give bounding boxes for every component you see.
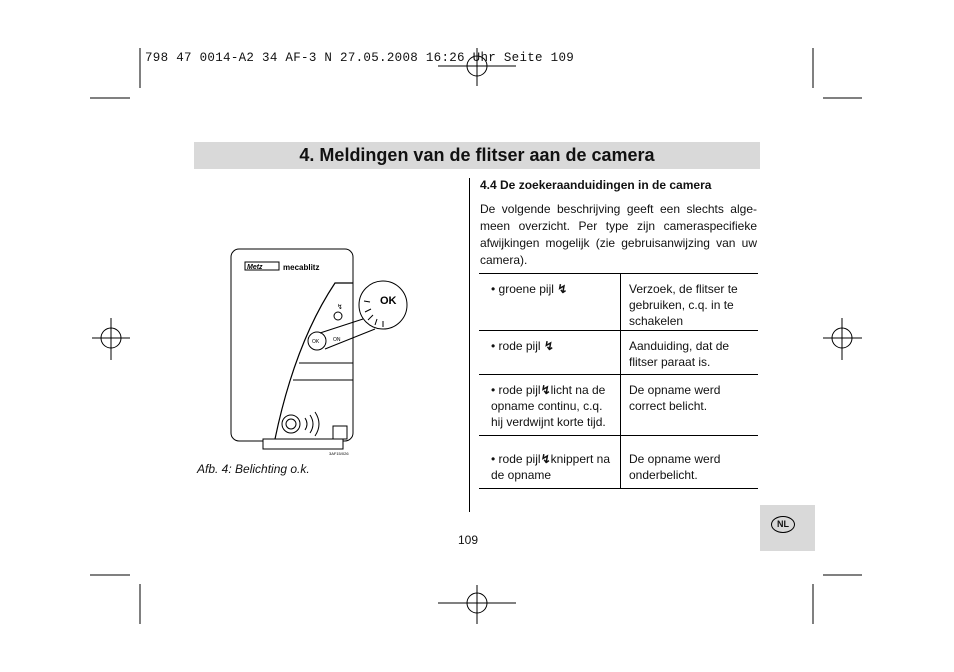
flash-bolt-icon: ↯	[540, 452, 551, 466]
viewfinder-table	[479, 273, 758, 489]
figure-caption: Afb. 4: Belichting o.k.	[197, 462, 310, 476]
page-number: 109	[458, 533, 479, 547]
brand-logo-mecablitz: mecablitz	[283, 263, 320, 272]
flash-unit-illustration	[225, 243, 415, 458]
figure-code: 3AF15/026	[329, 451, 349, 456]
table-row	[479, 330, 758, 374]
table-cell-signal: • rode pijl↯knippert na de opname	[479, 436, 621, 488]
column-divider	[469, 178, 470, 512]
table-cell-meaning: Aanduiding, dat de flitser paraat is.	[629, 339, 730, 369]
table-cell-meaning: Verzoek, de flitser te gebruiken, c.q. in te schakelen	[629, 282, 738, 328]
flash-bolt-icon: ↯	[557, 282, 568, 296]
table-cell-meaning: De opname werd onderbelicht.	[629, 452, 721, 482]
on-label: ON	[333, 337, 341, 343]
language-tab	[760, 505, 815, 551]
flash-bolt-icon: ↯	[540, 383, 551, 397]
language-badge: NL	[771, 516, 795, 533]
print-header: 798 47 0014-A2 34 AF-3 N 27.05.2008 16:26 Uhr Seite 109	[145, 51, 575, 65]
brand-logo-metz: Metz	[247, 264, 263, 271]
flash-foot	[263, 439, 343, 449]
table-cell-signal: • groene pijl ↯	[479, 274, 621, 330]
flash-bolt-icon: ↯	[543, 339, 554, 353]
page-title: 4. Meldingen van de flitser aan de camera	[299, 145, 655, 165]
table-row	[479, 435, 758, 489]
ok-magnified-label: OK	[380, 295, 397, 307]
table-row	[479, 374, 758, 435]
section-heading: 4.4 De zoekeraanduidingen in de camera	[480, 178, 712, 192]
ok-small-label: OK	[312, 339, 320, 345]
table-row	[479, 273, 758, 330]
chapter-title-bar	[194, 142, 760, 169]
table-cell-signal: • rode pijl ↯	[479, 331, 621, 374]
intro-paragraph: De volgende beschrijving geeft een slechts alge-meen overzicht. Per type zijn cameraspecifieke afwijkingen mogelijk (zie gebruisanwijzing van uw camera).	[480, 202, 757, 267]
table-cell-signal: • rode pijl↯licht na de opname continu, c.q. hij verdwijnt korte tijd.	[479, 375, 621, 435]
bolt-small-icon: ↯	[337, 303, 343, 311]
table-cell-meaning: De opname werd correct belicht.	[629, 383, 721, 413]
